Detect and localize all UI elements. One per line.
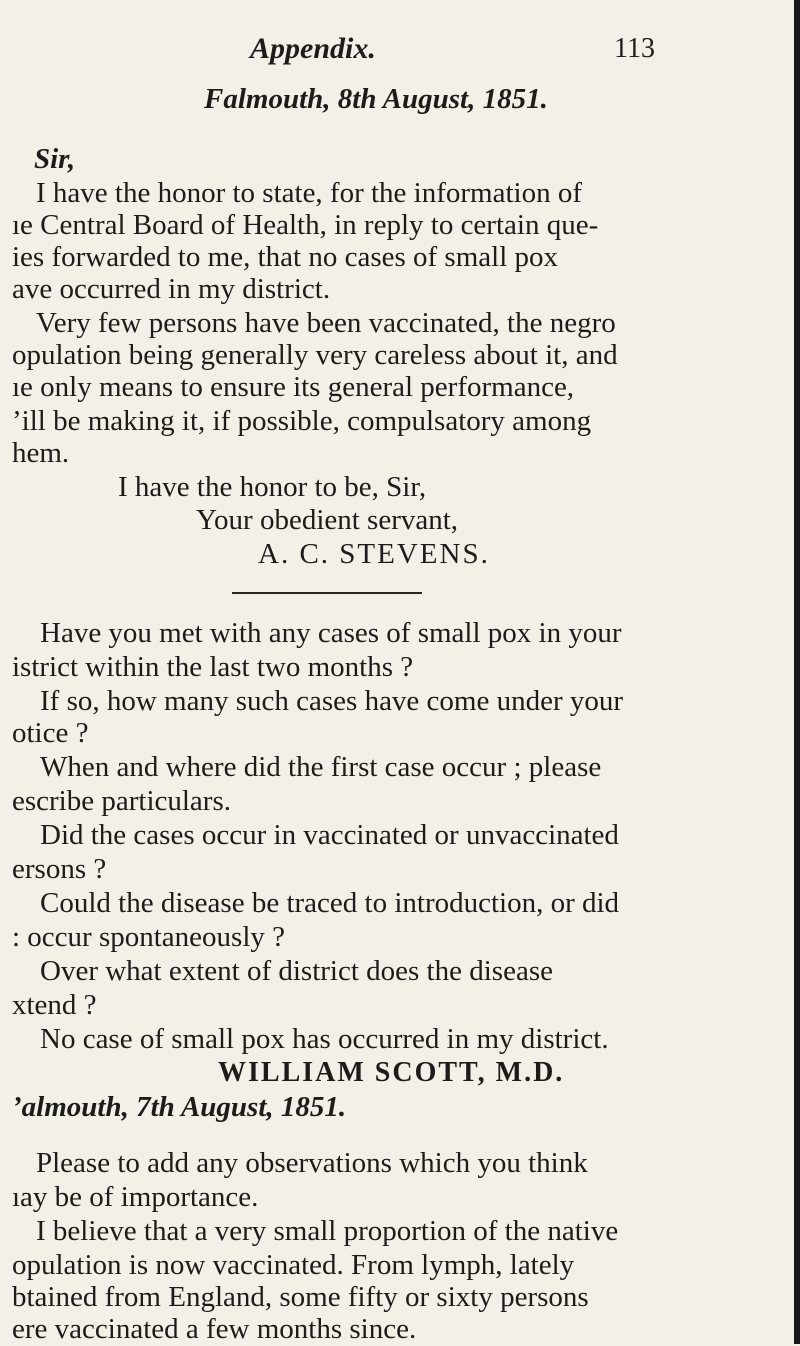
question-line-11: Over what extent of district does the disease [40, 955, 553, 987]
letter-line-3: ies forwarded to me, that no cases of small pox [12, 241, 559, 273]
dateline: Falmouth, 8th August, 1851. [204, 83, 548, 115]
observation-line-4: ere vaccinated a few months since. [12, 1313, 417, 1345]
question-line-6: escribe particulars. [12, 785, 232, 817]
salutation: Sir, [34, 143, 76, 175]
page-number: 113 [614, 33, 655, 64]
observation-line-3: btained from England, some fifty or sixty persons [12, 1281, 589, 1313]
letter-line-1: I have the honor to state, for the information of [36, 177, 583, 209]
signature: A. C. STEVENS. [258, 538, 490, 570]
letter-line-4: ave occurred in my district. [12, 273, 331, 305]
question-line-1: Have you met with any cases of small pox in your [40, 617, 622, 649]
letter-line-2: ıe Central Board of Health, in reply to certain que- [12, 209, 599, 241]
question-line-5: When and where did the first case occur ; please [40, 751, 602, 783]
observation-line-1: I believe that a very small proportion of the native [36, 1215, 619, 1247]
question-line-4: otice ? [12, 717, 89, 749]
question-line-9: Could the disease be traced to introduction, or did [40, 887, 620, 919]
closing-2: Your obedient servant, [196, 504, 459, 536]
dateline-2: ’almouth, 7th August, 1851. [12, 1091, 347, 1123]
letter-line-5: Very few persons have been vaccinated, the negro [36, 307, 616, 339]
page-edge [794, 0, 800, 1344]
signature-2: WILLIAM SCOTT, M.D. [218, 1057, 565, 1088]
letter-line-8: ’ill be making it, if possible, compulsatory among [12, 405, 592, 437]
letter-line-7: ıe only means to ensure its general performance, [12, 371, 575, 403]
question-line-12: xtend ? [12, 989, 97, 1021]
question-line-8: ersons ? [12, 853, 107, 885]
section-divider [232, 592, 422, 594]
question-line-10: : occur spontaneously ? [12, 921, 286, 953]
letter-line-9: hem. [12, 437, 70, 469]
observation-line-2: opulation is now vaccinated. From lymph, lately [12, 1249, 575, 1281]
running-title: Appendix. [250, 32, 376, 65]
letter-line-6: opulation being generally very careless about it, and [12, 339, 618, 371]
question-line-14: ıay be of importance. [12, 1181, 259, 1213]
question-line-3: If so, how many such cases have come under your [40, 685, 624, 717]
closing: I have the honor to be, Sir, [118, 471, 427, 503]
answer-line: No case of small pox has occurred in my district. [40, 1023, 609, 1055]
question-line-2: istrict within the last two months ? [12, 651, 414, 683]
question-line-13: Please to add any observations which you think [36, 1147, 588, 1179]
question-line-7: Did the cases occur in vaccinated or unvaccinated [40, 819, 619, 851]
